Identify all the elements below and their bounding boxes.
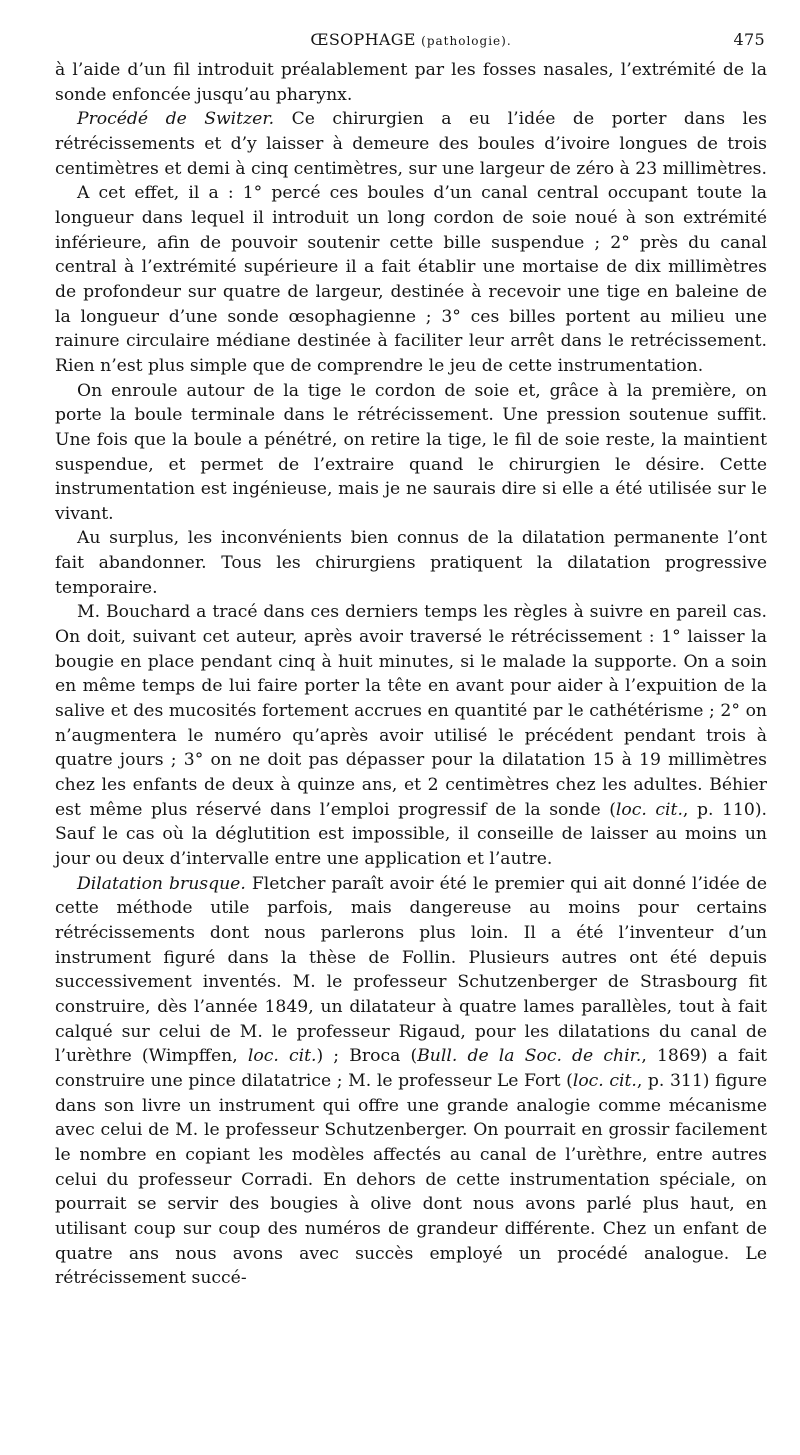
text-run: On enroule autour de la tige le cordon de soie et, grâce à la première, on porte la boule terminale dans le rétrécissement. Une pression soutenue suffit. Une fois que la boule a pénétré, on retire la tige, le fil de soie reste, la maintient suspendue, et permet de l’extraire quand le chirurgien le désire. Cette instrumentation est ingénieuse, mais je ne saurais dire si elle a été utilisée sur le vivant.	[55, 380, 767, 524]
italic-text: Bull. de la Soc. de chir.	[417, 1046, 642, 1067]
text-run: à l’aide d’un fil introduit préalablement par les fosses nasales, l’extrémité de la sonde enfoncée jusqu’au pharynx.	[55, 60, 767, 105]
paragraph	[55, 600, 767, 871]
paragraph	[55, 58, 767, 107]
body-text	[55, 58, 767, 1291]
paragraph	[55, 107, 767, 181]
italic-text: Dilatation brusque.	[77, 873, 246, 894]
paragraph	[55, 181, 767, 378]
paragraph	[55, 379, 767, 527]
text-run: Ce chirurgien a eu l’idée de porter dans les rétrécissements et d’y laisser à demeure des boules d’ivoire longues de trois centimètres et demi à cinq centimètres, sur une largeur de zéro à 23 millimètres.	[55, 109, 767, 179]
italic-text: loc. cit.	[572, 1070, 637, 1091]
running-head	[55, 30, 767, 58]
text-run: M. Bouchard a tracé dans ces derniers temps les règles à suivre en pareil cas. On doit, suivant cet auteur, après avoir traversé le rétrécissement : 1° laisser la bougie en place pendant cinq à huit minutes, si le malade la supporte. On a soin en même temps de lui faire porter la tête en avant pour aider à l’expuition de la salive et des mucosités fortement accrues en quantité par le cathétérisme ; 2° on n’augmentera le numéro qu’après avoir utilisé le précédent pendant trois à quatre jours ; 3° on ne doit pas dépasser pour la dilatation 15 à 19 millimètres chez les enfants de deux à quinze ans, et 2 centimètres chez les adultes. Béhier est même plus réservé dans l’emploi progressif de la sonde (	[55, 602, 767, 820]
text-run: , p. 110). Sauf le cas où la déglutition est impossible, il conseille de laisser au moins un jour ou deux d’intervalle entre une application et l’autre.	[55, 799, 767, 869]
italic-text: loc. cit.	[247, 1046, 317, 1067]
text-run: Fletcher paraît avoir été le premier qui ait donné l’idée de cette méthode utile parfois, mais dangereuse au moins pour certains rétrécissements dont nous parlerons plus loin. Il a été l’inventeur d’un instrument figuré dans la thèse de Follin. Plusieurs autres ont été depuis successivement inventés. M. le professeur Schutzenberger de Strasbourg fit construire, dès l’année 1849, un dilatateur à quatre lames parallèles, tout à fait calqué sur celui de M. le professeur Rigaud, pour les dilatations du canal de l’urèthre (Wimpffen,	[55, 873, 767, 1067]
running-title-main: ŒSOPHAGE	[310, 30, 416, 49]
text-run: , p. 311) figure dans son livre un instrument qui offre une grande analogie comme mécanisme avec celui de M. le professeur Schutzenberger. On pourrait en grossir facilement le nombre en copiant les modèles affectés au canal de l’urèthre, entre autres celui du professeur Corradi. En dehors de cette instrumentation spéciale, on pourrait se servir des bougies à olive dont nous avons parlé plus haut, en utilisant coup sur coup des numéros de grandeur différente. Chez un enfant de quatre ans nous avons avec succès employé un procédé analogue. Le rétrécissement succé-	[55, 1070, 767, 1289]
text-run: A cet effet, il a : 1° percé ces boules d’un canal central occupant toute la longueur dans lequel il introduit un long cordon de soie noué à son extrémité inférieure, afin de pouvoir soutenir cette bille suspendue ; 2° près du canal central à l’extrémité supérieure il a fait établir une mortaise de dix millimètres de profondeur sur quatre de largeur, destinée à recevoir une tige en baleine de la longueur d’une sonde œsophagienne ; 3° ces billes portent au milieu une rainure circulaire médiane destinée à faciliter leur arrêt dans le retrécissement. Rien n’est plus simple que de comprendre le jeu de cette instrumentation.	[55, 183, 767, 376]
book-page	[55, 30, 767, 1291]
italic-text: loc. cit.	[615, 799, 683, 820]
paragraph	[55, 872, 767, 1291]
text-run: , 1869) a fait construire une pince dilatatrice ; M. le professeur Le Fort (	[55, 1046, 767, 1091]
text-run: Au surplus, les inconvénients bien connus de la dilatation permanente l’ont fait abandonner. Tous les chirurgiens pratiquent la dilatation progressive temporaire.	[55, 528, 767, 598]
page-number: 475	[733, 30, 765, 49]
italic-text: Procédé de Switzer.	[77, 109, 275, 130]
running-title-sub: (pathologie).	[421, 34, 512, 48]
running-title	[55, 30, 767, 49]
paragraph	[55, 526, 767, 600]
text-run: ) ; Broca (	[316, 1046, 418, 1067]
